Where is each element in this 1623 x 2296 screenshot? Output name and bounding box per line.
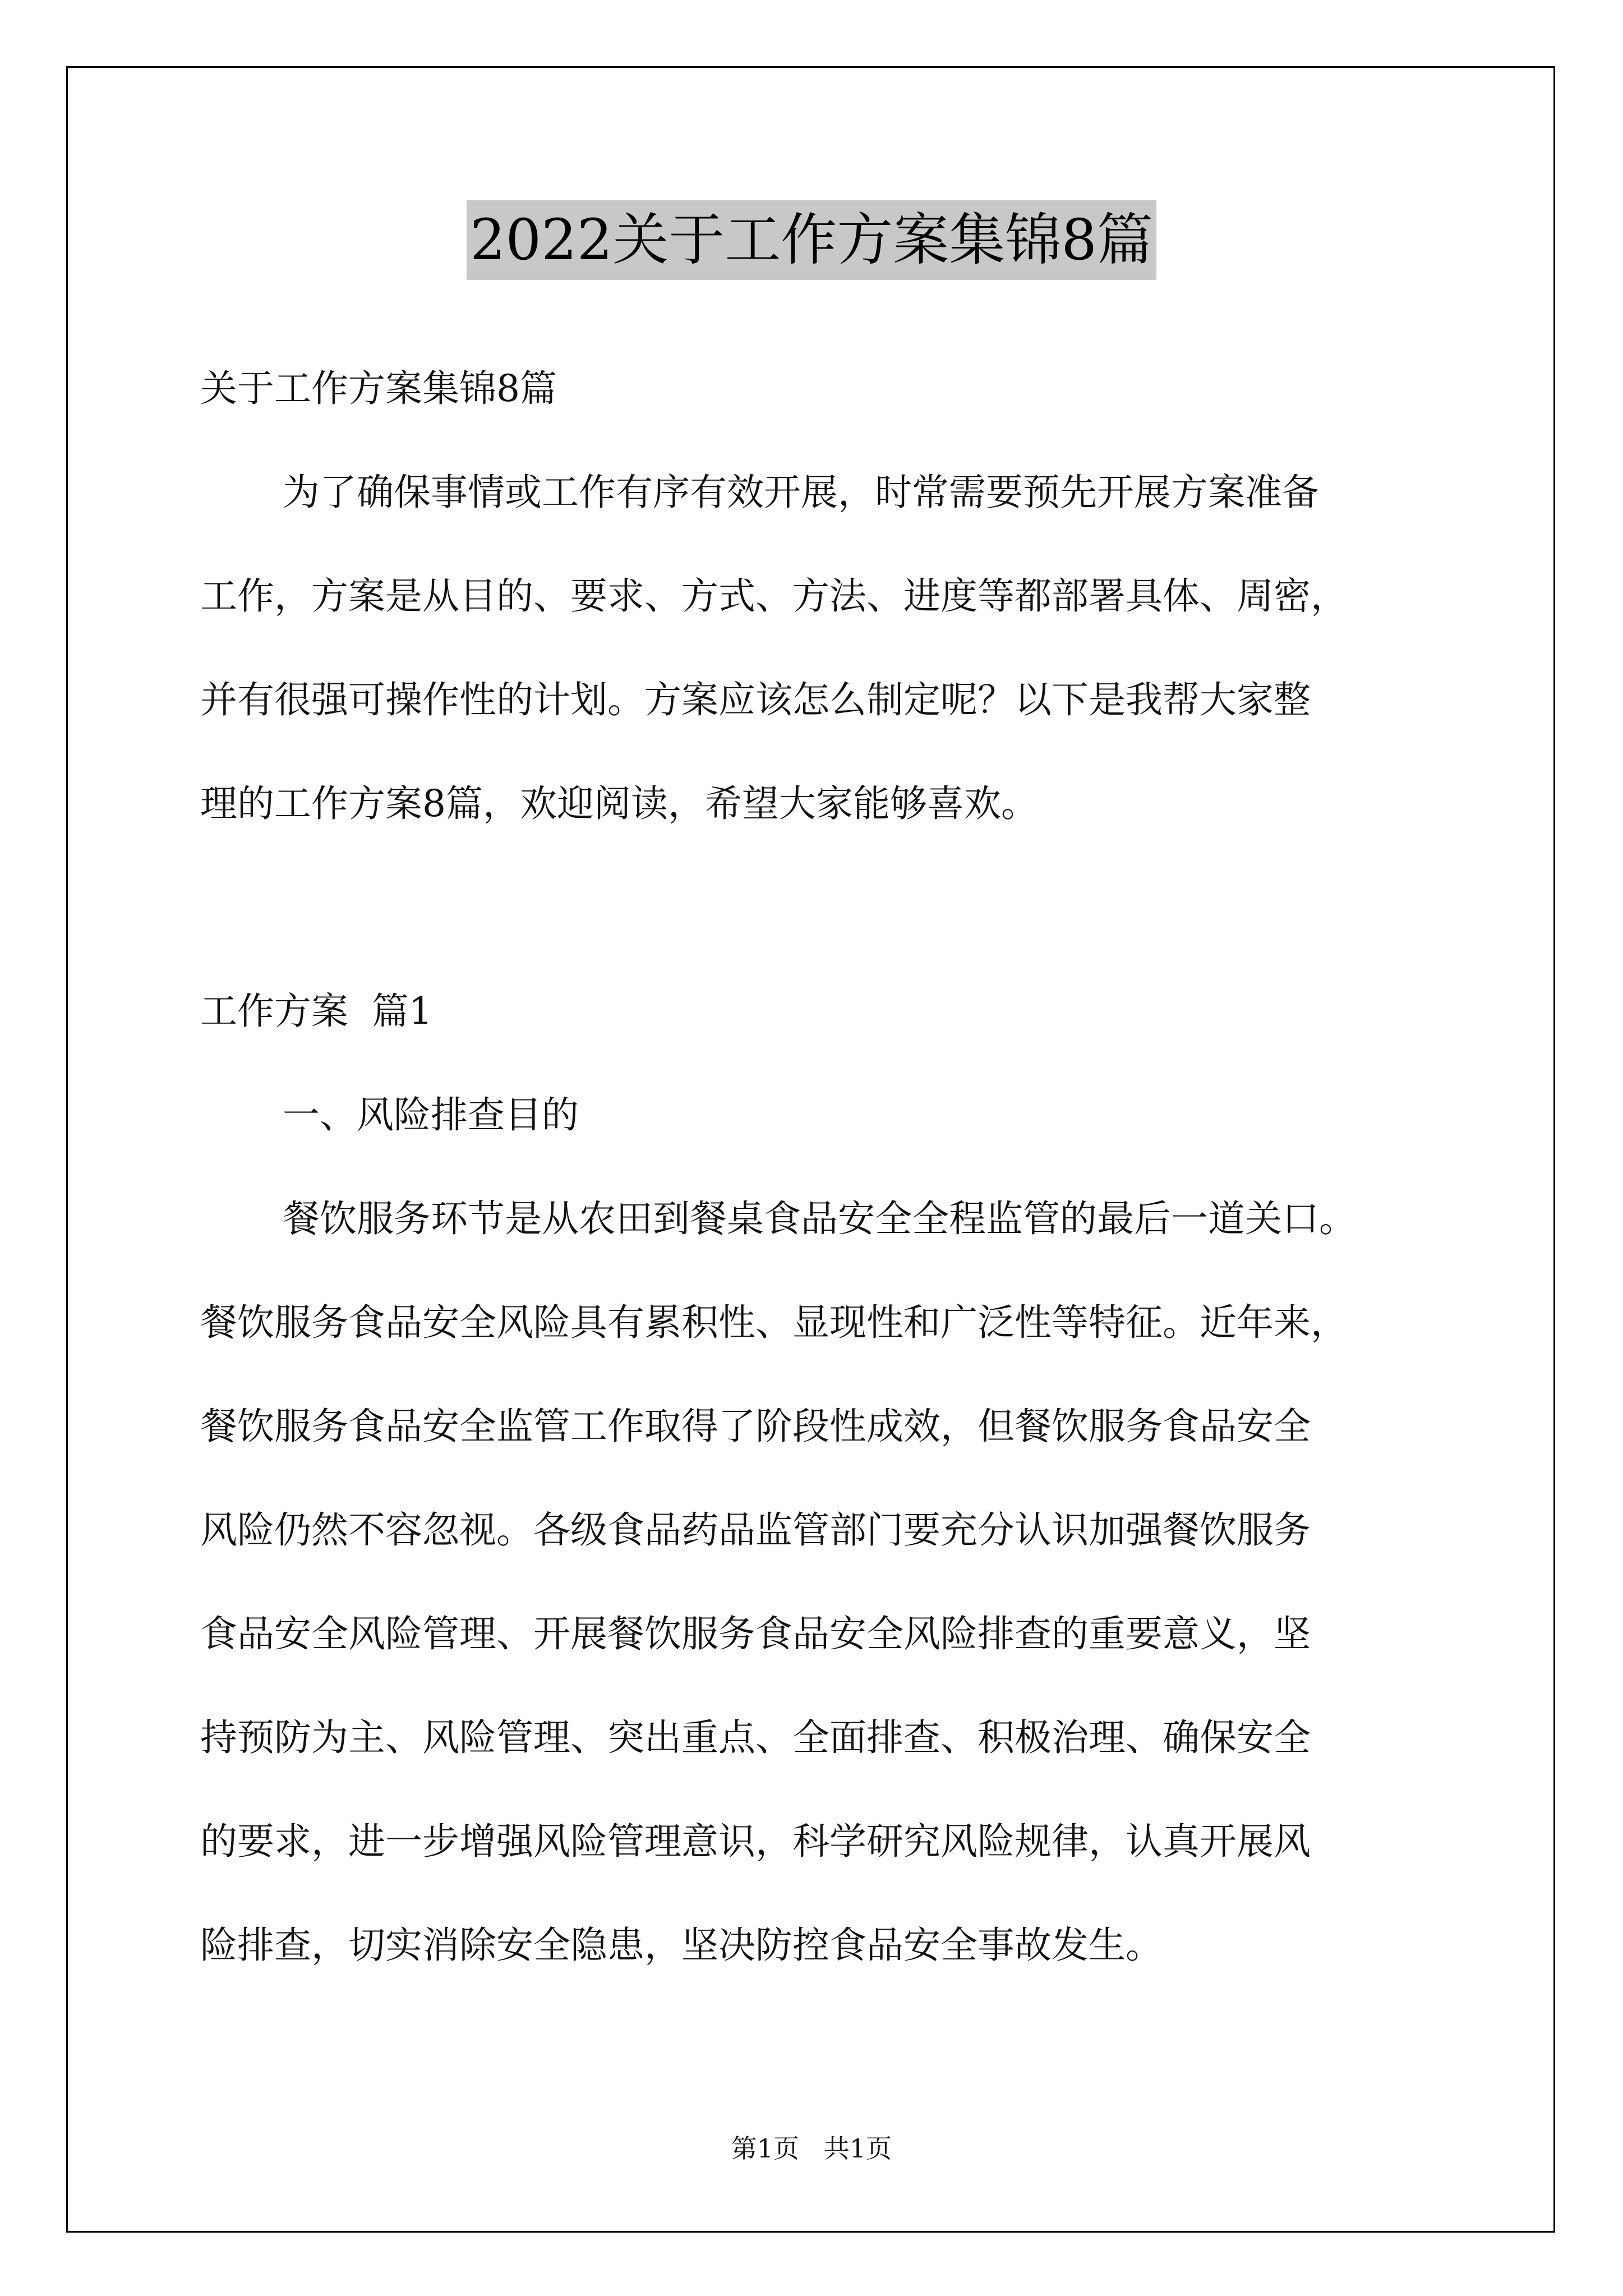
section-heading: 工作方案 篇1: [200, 990, 432, 1033]
intro-line: 并有很强可操作性的计划。方案应该怎么制定呢？以下是我帮大家整: [200, 678, 1311, 721]
body-line: 餐饮服务食品安全风险具有累积性、显现性和广泛性等特征。近年来，: [200, 1301, 1348, 1344]
body-line: 食品安全风险管理、开展餐饮服务食品安全风险排查的重要意义，坚: [200, 1612, 1311, 1655]
body-line: 持预防为主、风险管理、突出重点、全面排查、积极治理、确保安全: [200, 1716, 1311, 1759]
sub-heading: 一、风险排查目的: [283, 1093, 579, 1137]
intro-line: 理的工作方案8篇，欢迎阅读，希望大家能够喜欢。: [200, 782, 1038, 825]
title-container: [0, 200, 1623, 280]
page-footer: 第1页 共1页: [731, 2133, 892, 2164]
intro-line: 工作，方案是从目的、要求、方式、方法、进度等都部署具体、周密，: [200, 574, 1348, 618]
document-body: [200, 337, 1473, 1997]
body-line: 的要求，进一步增强风险管理意识，科学研究风险规律，认真开展风: [200, 1820, 1311, 1863]
body-line: 风险仍然不容忽视。各级食品药品监管部门要充分认识加强餐饮服务: [200, 1508, 1311, 1552]
paragraph-gap: [200, 855, 1473, 959]
document-title: 2022关于工作方案集锦8篇: [467, 200, 1156, 280]
body-line: 险排查，切实消除安全隐患，坚决防控食品安全事故发生。: [200, 1924, 1163, 1967]
body-line: 餐饮服务食品安全监管工作取得了阶段性成效，但餐饮服务食品安全: [200, 1405, 1311, 1448]
intro-line: 为了确保事情或工作有序有效开展，时常需要预先开展方案准备: [283, 471, 1319, 514]
body-line: 餐饮服务环节是从农田到餐桌食品安全全程监管的最后一道关口。: [283, 1197, 1356, 1240]
document-subtitle: 关于工作方案集锦8篇: [200, 367, 557, 410]
